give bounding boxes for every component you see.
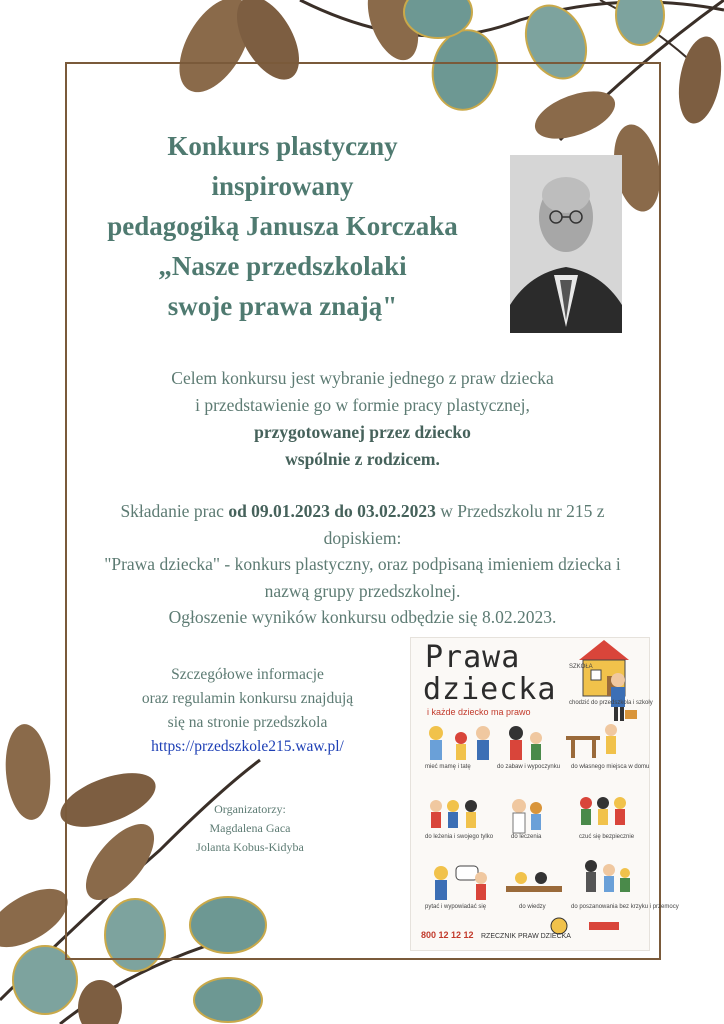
title-line: pedagogiką Janusza Korczaka [107,211,458,241]
poster-caption: do leżenia i swojego tylko [425,834,494,840]
poster-caption: do leczenia [511,834,542,840]
poster-caption: czuć się bezpiecznie [579,834,635,840]
poster-school-sign: SZKOŁA [569,664,593,670]
submission-line: dopiskiem: [323,527,402,548]
title-line: Konkurs plastyczny [167,131,398,161]
poster-caption: do poszanowania bez krzyku i przemocy [571,904,679,910]
poster-caption: do własnego miejsca w domu [571,764,650,770]
goal-line-bold: wspólnie z rodzicem. [285,449,440,469]
submission-line: "Prawa dziecka" - konkurs plastyczny, oraz podpisaną imieniem dziecka i [104,554,621,574]
poster-caption: do zabaw i wypoczynku [497,764,561,770]
goal-line-bold: przygotowanej przez dziecko [254,422,471,442]
poster-figures-row3 [434,860,630,900]
poster-caption: pytać i wypowiadać się [425,904,487,910]
poster-caption: chodzić do przedszkola i szkoły [569,700,653,706]
organizers-label: Organizatorzy: [214,802,286,816]
goal-line: Celem konkursu jest wybranie jednego z praw dziecka [171,368,554,388]
organizers [150,800,350,857]
poster-title: dziecka [423,672,557,707]
contest-goal [100,365,625,473]
organizer-name: Magdalena Gaca [209,821,291,835]
submission-dates: od 09.01.2023 do 03.02.2023 [228,501,436,521]
submission-prefix: Składanie prac [120,501,229,521]
poster-caption: do wiedzy [519,904,546,910]
korczak-portrait [510,155,622,333]
submission-suffix: w Przedszkolu nr 215 z [435,501,605,521]
title-line: inspirowany [211,171,354,201]
organizer-name: Jolanta Kobus-Kidyba [196,840,304,854]
details-info [105,663,390,759]
info-line: oraz regulamin konkursu znajdują [141,690,354,707]
poster-caption: mieć mamę i tatę [425,764,471,770]
poster-figures-row2 [430,797,626,833]
poster-phone: 800 12 12 12 [421,930,474,940]
submission-line: nazwą grupy przedszkolnej. [264,580,461,601]
kindergarten-website-link[interactable]: https://przedszkole215.waw.pl/ [151,738,344,755]
title-line: „Nasze przedszkolaki [158,251,407,281]
info-line: Szczegółowe informacje [171,666,324,683]
page-title [60,126,505,326]
poster-subtitle: i każde dziecko ma prawo [427,707,531,717]
goal-line: i przedstawienie go w formie pracy plastycznej, [195,395,530,415]
children-rights-poster [410,637,679,951]
info-line: się na stronie przedszkola [167,714,328,731]
submission-info [70,498,655,631]
results-announcement: Ogłoszenie wyników konkursu odbędzie się 8.02.2023. [168,607,557,627]
poster-figures-row1 [429,724,617,760]
portrait-image [510,155,622,333]
poster-footer: RZECZNIK PRAW DZIECKA [481,933,571,940]
poster-title: Prawa [425,640,521,675]
title-line: swoje prawa znają" [167,291,398,321]
